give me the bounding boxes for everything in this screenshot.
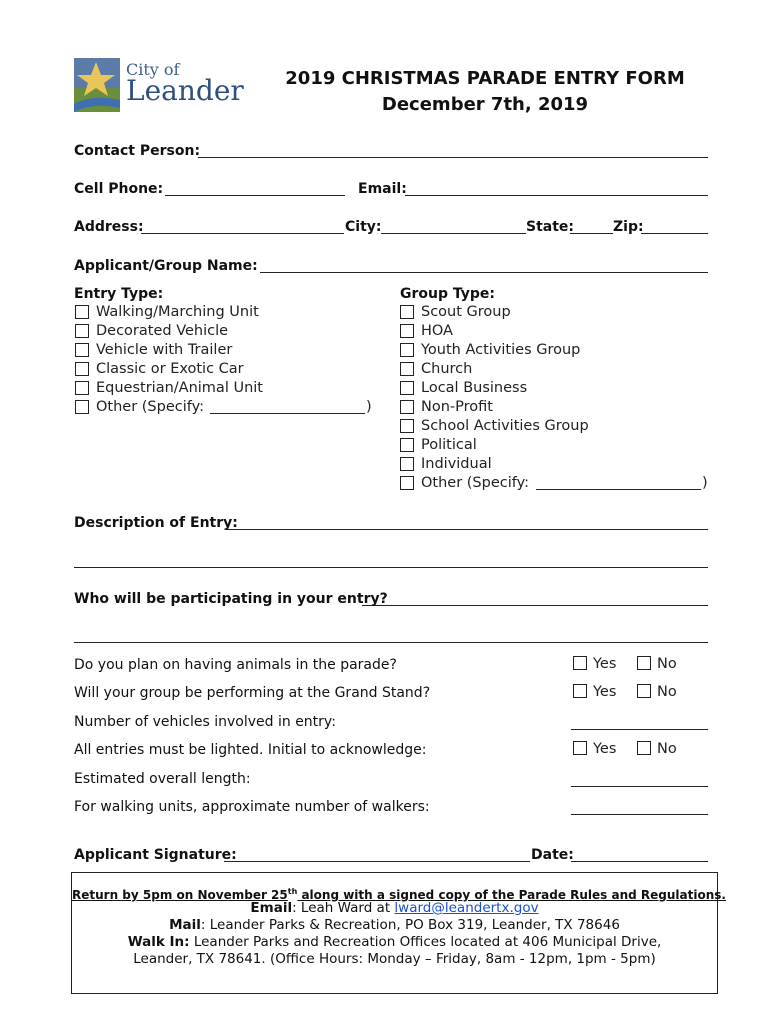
return-deadline: Return by 5pm on November 25th along with a signed copy of the Parade Rules and Regulations. (72, 887, 726, 902)
state-label: State: (526, 219, 575, 235)
return-walk-in-hours: Leander, TX 78641. (Office Hours: Monday – Friday, 8am - 12pm, 1pm - 5pm) (133, 951, 656, 967)
entry-trailer-checkbox[interactable] (75, 343, 89, 357)
lighted-yes-label: Yes (593, 741, 617, 757)
group-school-checkbox[interactable] (400, 419, 414, 433)
date-field[interactable] (571, 861, 708, 862)
walkers-question: For walking units, approximate number of walkers: (74, 799, 430, 815)
email-link[interactable]: lward@leandertx.gov (394, 900, 539, 916)
contact-person-field[interactable] (198, 157, 708, 158)
address-label: Address: (74, 219, 144, 235)
group-option-label: Political (421, 437, 477, 453)
entry-other-field[interactable] (210, 413, 365, 414)
entry-option-label: Other (Specify: (96, 399, 205, 415)
cell-phone-label: Cell Phone: (74, 181, 164, 197)
description-label: Description of Entry: (74, 515, 238, 531)
group-option-label: Other (Specify: (421, 475, 530, 491)
group-other-field[interactable] (536, 489, 701, 490)
cell-phone-field[interactable] (165, 195, 345, 196)
walkers-field[interactable] (571, 814, 708, 815)
entry-option-label: Classic or Exotic Car (96, 361, 244, 377)
group-option-label: School Activities Group (421, 418, 589, 434)
group-other-checkbox[interactable] (400, 476, 414, 490)
entry-other-checkbox[interactable] (75, 400, 89, 414)
length-question: Estimated overall length: (74, 771, 251, 787)
entry-option-label: Decorated Vehicle (96, 323, 229, 339)
group-political-checkbox[interactable] (400, 438, 414, 452)
group-option-label: Non-Profit (421, 399, 493, 415)
entry-type-heading: Entry Type: (74, 286, 164, 302)
group-hoa-checkbox[interactable] (400, 324, 414, 338)
logo-city-of: City of (126, 60, 180, 79)
group-option-label: Scout Group (421, 304, 511, 320)
return-walk-in: Walk In: Leander Parks and Recreation Offices located at 406 Municipal Drive, (127, 934, 662, 950)
city-logo (74, 58, 244, 114)
entry-option-label: Walking/Marching Unit (96, 304, 259, 320)
group-name-field[interactable] (260, 272, 708, 273)
entry-walking-checkbox[interactable] (75, 305, 89, 319)
participants-field[interactable] (362, 605, 708, 606)
animals-yes-label: Yes (593, 656, 617, 672)
form-title: 2019 CHRISTMAS PARADE ENTRY FORM (285, 68, 685, 89)
date-label: Date: (531, 847, 574, 863)
participants-label: Who will be participating in your entry? (74, 591, 388, 607)
length-field[interactable] (571, 786, 708, 787)
performing-no-checkbox[interactable] (637, 684, 651, 698)
email-field[interactable] (405, 195, 708, 196)
return-mail: Mail: Leander Parks & Recreation, PO Box 319, Leander, TX 78646 (169, 917, 620, 933)
group-option-label: Individual (421, 456, 492, 472)
form-date: December 7th, 2019 (381, 94, 589, 115)
signature-label: Applicant Signature: (74, 847, 237, 863)
entry-decorated-checkbox[interactable] (75, 324, 89, 338)
zip-field[interactable] (641, 233, 708, 234)
animals-yes-checkbox[interactable] (573, 656, 587, 670)
signature-field[interactable] (224, 861, 530, 862)
vehicles-question: Number of vehicles involved in entry: (74, 714, 336, 730)
lighted-yes-checkbox[interactable] (573, 741, 587, 755)
group-individual-checkbox[interactable] (400, 457, 414, 471)
group-church-checkbox[interactable] (400, 362, 414, 376)
group-option-label: HOA (421, 323, 453, 339)
group-scout-checkbox[interactable] (400, 305, 414, 319)
city-label: City: (345, 219, 382, 235)
performing-question: Will your group be performing at the Grand Stand? (74, 685, 431, 701)
contact-person-label: Contact Person: (74, 143, 201, 159)
group-type-heading: Group Type: (400, 286, 496, 302)
group-nonprofit-checkbox[interactable] (400, 400, 414, 414)
performing-yes-label: Yes (593, 684, 617, 700)
entry-equestrian-checkbox[interactable] (75, 381, 89, 395)
performing-yes-checkbox[interactable] (573, 684, 587, 698)
group-option-label: Church (421, 361, 473, 377)
performing-no-label: No (657, 684, 677, 700)
entry-classic-checkbox[interactable] (75, 362, 89, 376)
logo-leander: Leander (126, 74, 244, 107)
zip-label: Zip: (613, 219, 644, 235)
state-field[interactable] (570, 233, 613, 234)
group-option-label: Local Business (421, 380, 528, 396)
group-business-checkbox[interactable] (400, 381, 414, 395)
animals-no-checkbox[interactable] (637, 656, 651, 670)
participants-field-line2[interactable] (74, 642, 708, 643)
entry-option-label: Vehicle with Trailer (96, 342, 233, 358)
lighted-no-label: No (657, 741, 677, 757)
entry-option-label: Equestrian/Animal Unit (96, 380, 263, 396)
lighted-no-checkbox[interactable] (637, 741, 651, 755)
vehicles-field[interactable] (571, 729, 708, 730)
star-logo-icon (74, 58, 120, 112)
lighted-question: All entries must be lighted. Initial to acknowledge: (74, 742, 427, 758)
city-field[interactable] (381, 233, 526, 234)
return-email: Email: Leah Ward at lward@leandertx.gov (250, 900, 539, 916)
animals-no-label: No (657, 656, 677, 672)
email-label: Email: (358, 181, 407, 197)
description-field[interactable] (225, 529, 708, 530)
group-other-close: ) (702, 475, 708, 491)
group-youth-checkbox[interactable] (400, 343, 414, 357)
group-name-label: Applicant/Group Name: (74, 258, 258, 274)
address-field[interactable] (141, 233, 344, 234)
group-option-label: Youth Activities Group (421, 342, 581, 358)
entry-other-close: ) (366, 399, 372, 415)
animals-question: Do you plan on having animals in the parade? (74, 657, 397, 673)
description-field-line2[interactable] (74, 567, 708, 568)
return-instructions-box (71, 872, 726, 994)
